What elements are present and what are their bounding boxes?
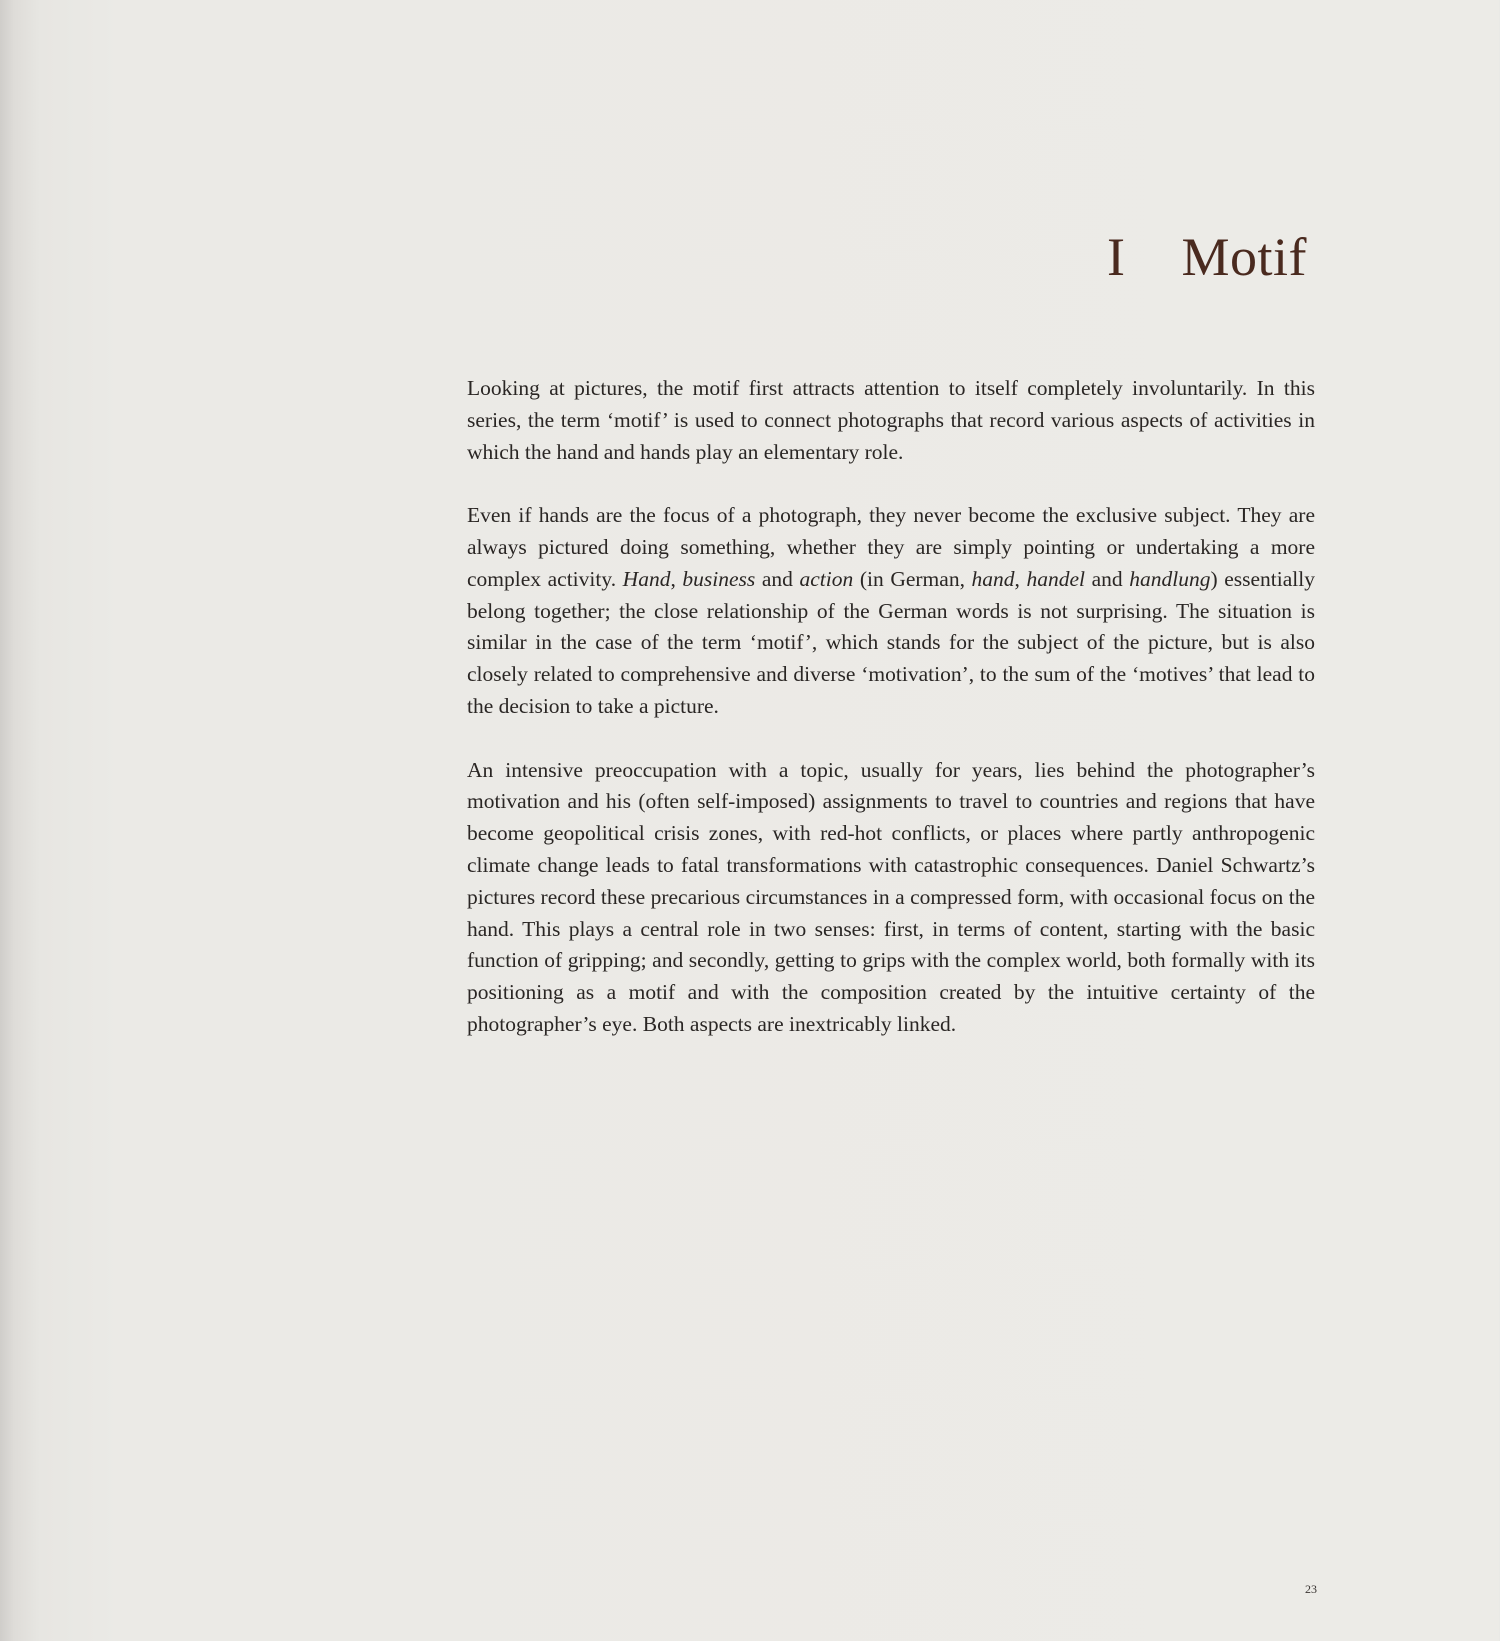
text-run: (in German, (853, 566, 972, 591)
italic-term-action: action (799, 566, 854, 591)
text-run: ) essentially belong together; the close relationship of the German words is not surprising. The situation is similar in the case of the term ‘motif’, which stands for the subject of the picture, but is also closely related to comprehensive and diverse ‘motivation’, to the sum of the ‘motives’ that lead to the decision to take a picture. (467, 566, 1315, 718)
text-run: and (755, 566, 800, 591)
text-run: An intensive preoccupation with a topic, usually for years, lies behind the photographer’s motivation and his (often self-imposed) assignments to travel to countries and regions that have become geopolitical crisis zones, with red-hot conflicts, or places where partly anthropogenic climate change leads to fatal transformations with catastrophic consequences. Daniel Schwartz’s pictures record these precarious circumstances in a compressed form, with occasional focus on the hand. This plays a central role in two senses: first, in terms of content, starting with the basic function of gripping; and secondly, getting to grips with the complex world, both formally with its positioning as a motif and with the composition created by the intuitive certainty of the photographer’s eye. Both aspects are inextricably linked. (467, 757, 1315, 1036)
italic-term-handel: handel (1026, 566, 1086, 591)
text-run: Looking at pictures, the motif first attracts attention to itself completely involuntarily. In this series, the term ‘motif’ is used to connect photographs that record various aspects of activities in which the hand and hands play an elementary role. (467, 376, 1315, 464)
chapter-heading (1107, 228, 1307, 287)
italic-term-handlung: handlung (1129, 566, 1211, 591)
paragraph-3 (467, 755, 1315, 1041)
page-number: 23 (1305, 1582, 1317, 1596)
text-run: , (670, 566, 683, 591)
chapter-number: I (1107, 227, 1126, 287)
italic-term-business: business (682, 566, 756, 591)
chapter-title: Motif (1181, 227, 1307, 287)
text-run: Even if hands are the focus of a photograph, they never become the exclusive subject. They are always pictured doing something, whether they are simply pointing or undertaking a more complex activity. (467, 503, 1315, 591)
italic-term-hand: Hand (622, 566, 671, 591)
paragraph-1 (467, 373, 1315, 468)
paragraph-2 (467, 500, 1315, 723)
text-run: and (1085, 566, 1130, 591)
italic-term-german-hand: hand (971, 566, 1015, 591)
body-text (467, 373, 1315, 1073)
text-run: , (1014, 566, 1027, 591)
